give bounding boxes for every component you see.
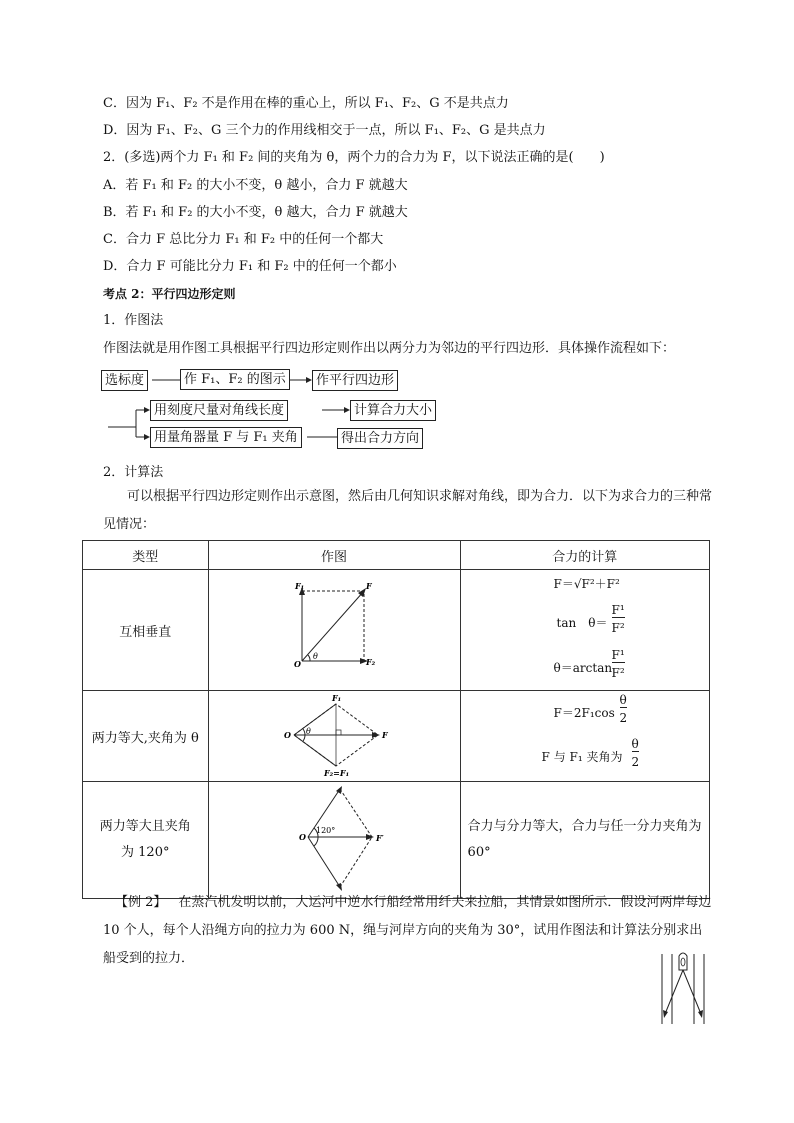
formula-arctan-prefix: θ＝arctan [553, 661, 613, 675]
example-label: 【例 2】 [115, 895, 167, 910]
canal-towing-figure [648, 952, 718, 1028]
type-equal-forces: 两力等大,夹角为 θ [83, 691, 209, 782]
option-c-text: C．因为 F₁、F₂ 不是作用在棒的重心上，所以 F₁、F₂、G 不是共点力 [103, 96, 509, 111]
formula-tan-numerator: F¹ [611, 603, 625, 617]
question-2-option-c: C．合力 F 总比分力 F₁ 和 F₂ 中的任何一个都大 [103, 232, 384, 247]
table-row [83, 570, 710, 691]
fig2-label-f2: F₂=F₁ [323, 768, 349, 778]
header-type: 类型 [83, 541, 209, 570]
fig2-label-f: F [381, 730, 388, 740]
fig2-label-f1: F₁ [331, 693, 341, 703]
flow-step-select-scale: 选标度 [101, 370, 148, 391]
type-perpendicular: 互相垂直 [83, 570, 209, 691]
method2-description: 可以根据平行四边形定则作出示意图，然后由几何知识求解对角线，即为合力．以下为求合力的三种常见情况： [103, 489, 713, 532]
fig3-label-f: F′ [375, 833, 384, 843]
fig3-label-o: O [298, 832, 306, 842]
table-row [83, 691, 710, 782]
table-row [83, 782, 710, 899]
example-2 [103, 889, 715, 973]
method2-title: 2．计算法 [103, 465, 164, 480]
formula-arctan-numerator: F¹ [611, 648, 625, 662]
fig1-label-f2: F₂ [365, 657, 375, 667]
figure-equal-forces [208, 691, 460, 782]
formula-tan-prefix: tan θ＝ [556, 616, 608, 630]
formula-equal-angle-numerator: θ [631, 737, 639, 751]
formula-equal-angle-denominator: 2 [631, 755, 640, 769]
type-120-text: 两力等大且夹角为 120° [99, 819, 191, 860]
section-heading: 考点 2：平行四边形定则 [103, 287, 236, 301]
calc-120-text: 合力与分力等大，合力与任一分力夹角为 60° [467, 819, 702, 860]
flow-step-draw-parallelogram: 作平行四边形 [312, 370, 398, 391]
calc-120-degrees [460, 782, 709, 899]
formula-arctan-denominator: F² [611, 666, 625, 680]
question-2-option-a: A．若 F₁ 和 F₂ 的大小不变，θ 越小，合力 F 就越大 [103, 178, 408, 193]
figure-120-degrees [208, 782, 460, 899]
perpendicular-diagram [210, 571, 459, 689]
fig1-label-o: O [293, 659, 301, 669]
formula-equal-magnitude-numerator: θ [619, 693, 627, 707]
flow-step-measure-diagonal: 用刻度尺量对角线长度 [150, 400, 288, 421]
question-2-option-d: D．合力 F 可能比分力 F₁ 和 F₂ 中的任何一个都小 [103, 259, 397, 274]
flow-step-get-direction: 得出合力方向 [337, 428, 423, 449]
formula-equal-magnitude-prefix: F＝2F₁cos [553, 706, 615, 720]
fig2-label-o: O [283, 730, 291, 740]
formula-equal-angle-prefix: F 与 F₁ 夹角为 [541, 750, 623, 764]
flow-step-compute-magnitude: 计算合力大小 [350, 400, 436, 421]
120-degree-diagram [210, 783, 459, 897]
method1-description: 作图法就是用作图工具根据平行四边形定则作出以两分力为邻边的平行四边形．具体操作流程如下： [103, 341, 676, 356]
header-figure: 作图 [208, 541, 460, 570]
rhombus-diagram [210, 692, 459, 780]
calc-equal-forces [460, 691, 709, 782]
figure-perpendicular [208, 570, 460, 691]
flow-step-draw-forces: 作 F₁、F₂ 的图示 [180, 369, 290, 390]
table-header-row [83, 541, 710, 570]
flow-step-measure-angle: 用量角器量 F 与 F₁ 夹角 [150, 427, 302, 448]
fig3-label-angle: 120° [315, 826, 335, 835]
fig1-label-f: F [365, 581, 372, 591]
method1-title: 1．作图法 [103, 313, 164, 328]
formula-tan-denominator: F² [611, 621, 625, 635]
header-calculation: 合力的计算 [460, 541, 709, 570]
question-2-option-b: B．若 F₁ 和 F₂ 的大小不变，θ 越大，合力 F 就越大 [103, 205, 408, 220]
question-2: 2．(多选)两个力 F₁ 和 F₂ 间的夹角为 θ，两个力的合力为 F，以下说法正确的是( ) [103, 150, 605, 165]
formula-magnitude: F＝√F²＋F² [553, 577, 620, 591]
calc-perpendicular [460, 570, 709, 691]
fig2-label-theta: θ [305, 727, 311, 736]
fig1-label-theta: θ [312, 652, 318, 661]
formula-equal-magnitude-denominator: 2 [619, 711, 628, 725]
example-text: 在蒸汽机发明以前，大运河中逆水行船经常用纤夫来拉船，其情景如图所示．假设河两岸每边 10 个人，每个人沿绳方向的拉力为 600 N，绳与河岸方向的夹角为 30°，试用作图法和计算法分别求出船受到的拉力． [103, 895, 712, 966]
type-120-degrees [83, 782, 209, 899]
fig1-label-f1: F₁ [294, 581, 304, 591]
resultant-force-table [82, 540, 710, 899]
option-d-text: D．因为 F₁、F₂、G 三个力的作用线相交于一点，所以 F₁、F₂、G 是共点力 [103, 123, 546, 138]
